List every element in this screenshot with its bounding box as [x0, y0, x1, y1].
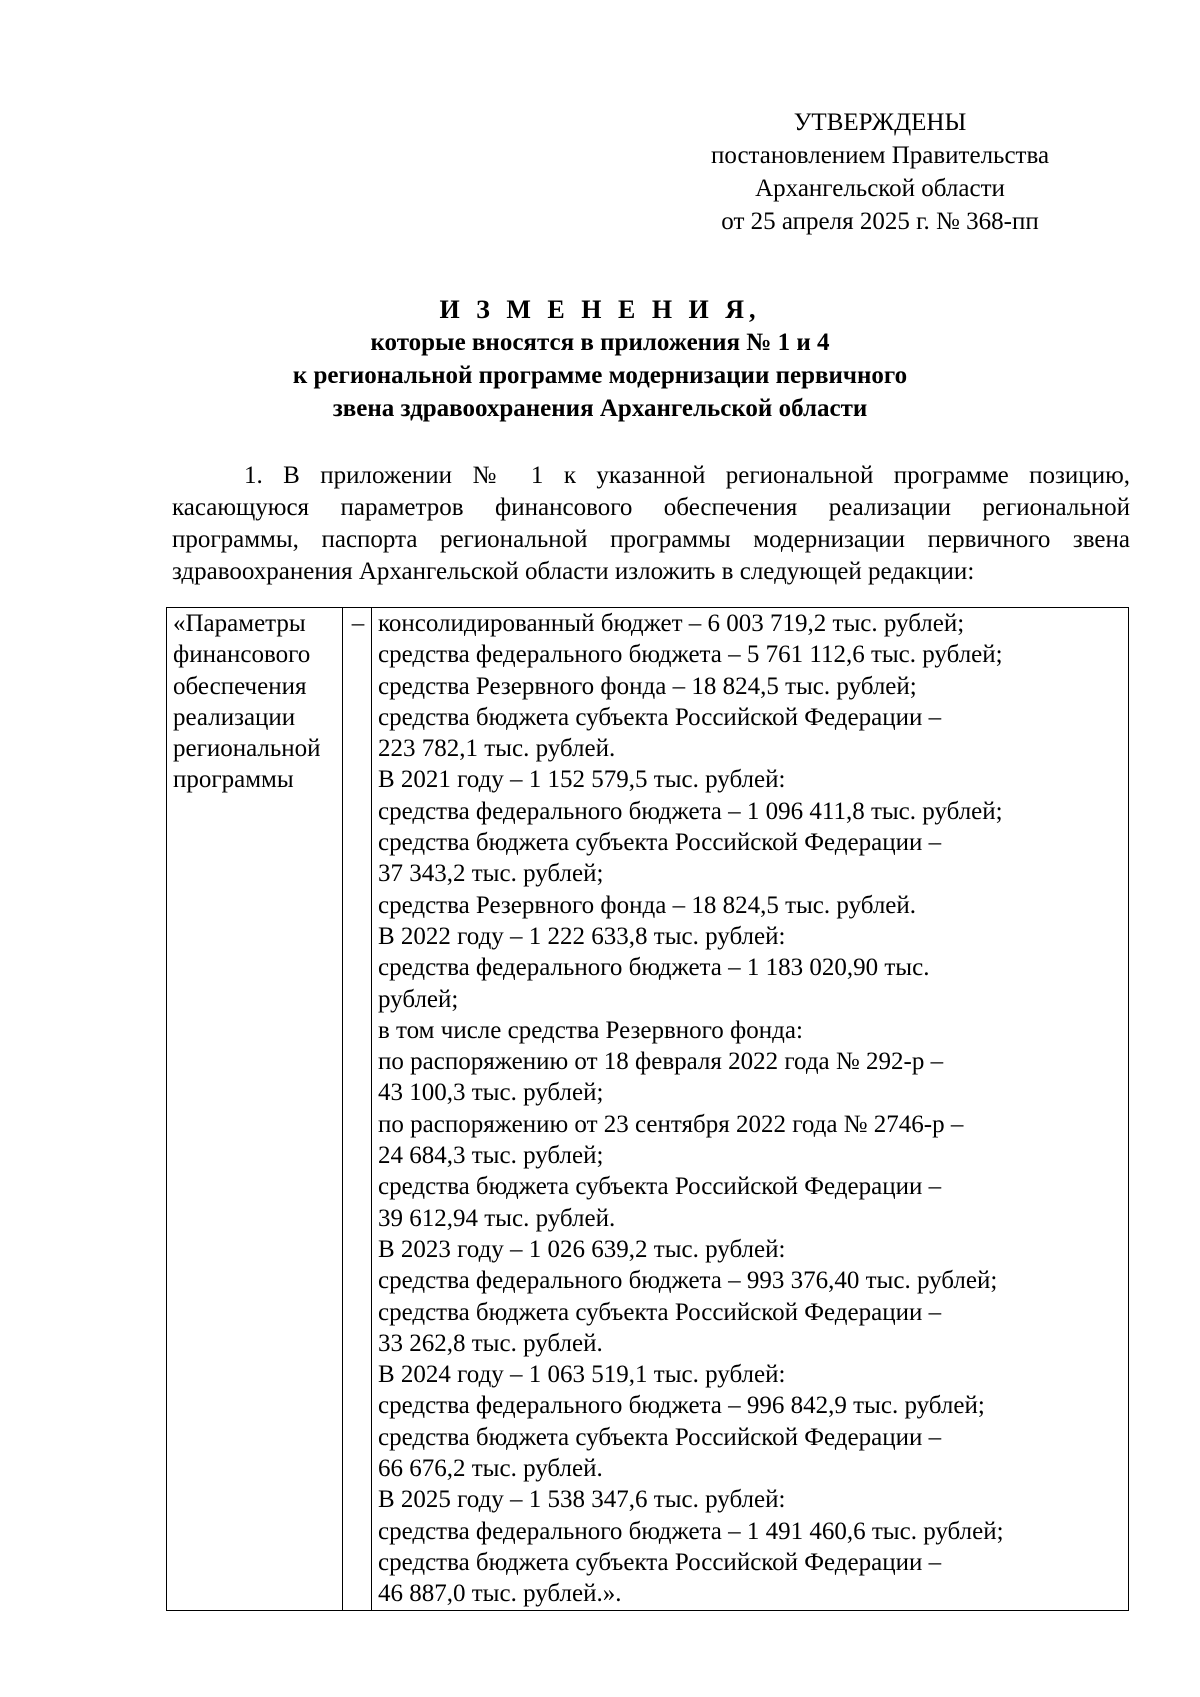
funding-parameters-table: [166, 607, 1129, 1611]
value-line: средства Резервного фонда – 18 824,5 тыс. рублей;: [378, 672, 917, 700]
table-row: [167, 608, 1129, 1611]
value-line: в том числе средства Резервного фонда:: [378, 1016, 803, 1044]
value-line: 66 676,2 тыс. рублей.: [378, 1455, 603, 1483]
value-line: средства бюджета субъекта Российской Федерации –: [378, 829, 942, 857]
label-line: региональной: [173, 735, 321, 763]
value-line: средства федерального бюджета – 993 376,40 тыс. рублей;: [378, 1267, 998, 1295]
label-line: обеспечения: [173, 672, 307, 700]
value-line: В 2023 году – 1 026 639,2 тыс. рублей:: [378, 1235, 786, 1263]
value-line: 43 100,3 тыс. рублей;: [378, 1079, 604, 1107]
value-line: средства федерального бюджета – 996 842,9 тыс. рублей;: [378, 1392, 985, 1420]
title-main: И З М Е Н Е Н И Я,: [439, 295, 761, 324]
value-line: консолидированный бюджет – 6 003 719,2 тыс. рублей;: [378, 610, 965, 637]
approval-line-3: от 25 апреля 2025 г. № 368-пп: [721, 208, 1039, 235]
value-line: В 2025 году – 1 538 347,6 тыс. рублей:: [378, 1486, 786, 1514]
value-line: 33 262,8 тыс. рублей.: [378, 1329, 603, 1357]
value-line: средства бюджета субъекта Российской Федерации –: [378, 1298, 942, 1326]
title-line-3: звена здравоохранения Архангельской области: [332, 395, 868, 422]
value-line: средства бюджета субъекта Российской Федерации –: [378, 1173, 942, 1201]
intro-paragraph: 1. В приложении № 1 к указанной региональной программе позицию, касающуюся параметров финансового обеспечения реализации региональной программы, паспорта региональной программы модернизации первичного звена здравоохранения Архангельской области изложить в следующей редакции:: [172, 462, 1130, 585]
value-line: 46 887,0 тыс. рублей.».: [378, 1580, 622, 1608]
value-line: средства бюджета субъекта Российской Федерации –: [378, 1548, 942, 1576]
value-line: В 2021 году – 1 152 579,5 тыс. рублей:: [378, 766, 786, 794]
title-line-1: которые вносятся в приложения № 1 и 4: [370, 329, 830, 356]
approval-stamp: УТВЕРЖДЕНЫ: [793, 109, 967, 136]
label-line: программы: [173, 766, 294, 794]
value-line: средства федерального бюджета – 1 491 460,6 тыс. рублей;: [378, 1517, 1004, 1545]
value-line: рублей;: [378, 985, 459, 1013]
value-line: 24 684,3 тыс. рублей;: [378, 1142, 604, 1170]
value-line: 39 612,94 тыс. рублей.: [378, 1204, 616, 1232]
value-line: В 2024 году – 1 063 519,1 тыс. рублей:: [378, 1361, 786, 1389]
value-line: средства бюджета субъекта Российской Федерации –: [378, 1423, 942, 1451]
value-line: средства федерального бюджета – 1 183 020,90 тыс.: [378, 954, 930, 982]
approval-line-2: Архангельской области: [755, 175, 1005, 202]
value-line: 223 782,1 тыс. рублей.: [378, 735, 616, 763]
title-line-2: к региональной программе модернизации первичного: [292, 362, 908, 389]
label-line: «Параметры: [173, 610, 306, 637]
dash-cell: [343, 608, 372, 1611]
parameter-value-cell: [372, 608, 1129, 1611]
value-line: средства Резервного фонда – 18 824,5 тыс. рублей.: [378, 891, 917, 919]
value-line: средства бюджета субъекта Российской Федерации –: [378, 703, 942, 731]
approval-block: [640, 106, 1120, 238]
value-line: В 2022 году – 1 222 633,8 тыс. рублей:: [378, 922, 786, 950]
value-line: 37 343,2 тыс. рублей;: [378, 860, 604, 888]
label-line: финансового: [173, 641, 311, 669]
approval-line-1: постановлением Правительства: [710, 142, 1050, 169]
value-line: средства федерального бюджета – 1 096 411,8 тыс. рублей;: [378, 797, 1003, 825]
value-line: по распоряжению от 18 февраля 2022 года № 292-р –: [378, 1048, 944, 1076]
dash-mark: –: [351, 610, 365, 637]
parameter-label-cell: [167, 608, 343, 1611]
label-line: реализации: [173, 703, 296, 731]
value-line: средства федерального бюджета – 5 761 112,6 тыс. рублей;: [378, 641, 1003, 669]
document-title: [100, 293, 1100, 425]
value-line: по распоряжению от 23 сентября 2022 года № 2746-р –: [378, 1110, 964, 1138]
